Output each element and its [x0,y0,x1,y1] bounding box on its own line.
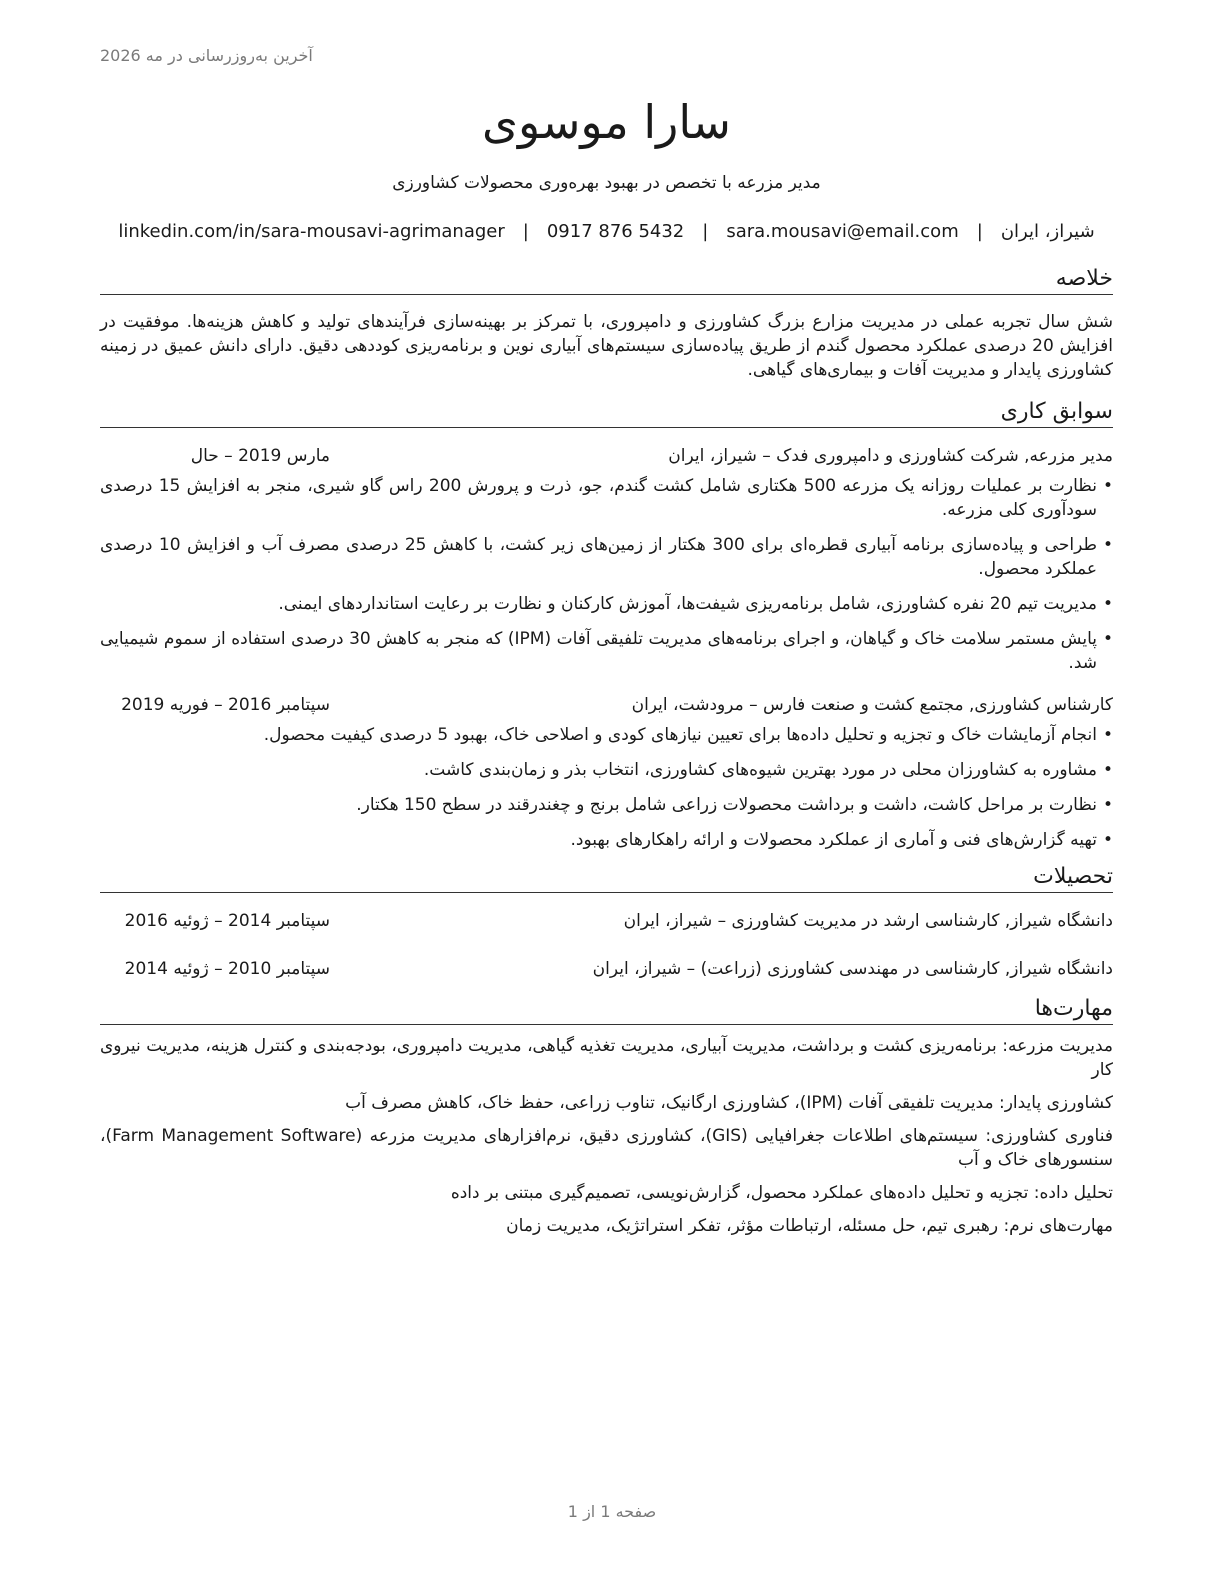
job-bullets [100,723,1113,852]
job-entry [100,693,1113,852]
last-updated-note: آخرین به‌روزرسانی در مه 2026 [100,46,313,65]
job-heading: کارشناس کشاورزی, مجتمع کشت و صنعت فارس – مرودشت، ایران [631,695,1113,715]
education-dates: سپتامبر 2014 – ژوئیه 2016 [124,911,330,931]
education-entry [100,909,1113,933]
job-dates: مارس 2019 – حال [190,446,330,466]
contact-separator: | [702,221,709,242]
job-bullet: • مشاوره به کشاورزان محلی در مورد بهترین شیوه‌های کشاورزی، انتخاب بذر و زمان‌بندی کاشت. [100,758,1113,782]
contact-line [100,219,1113,245]
education-entry [100,957,1113,981]
education-heading: دانشگاه شیراز, کارشناسی در مهندسی کشاورزی (زراعت) – شیراز، ایران [592,959,1113,979]
summary-section-title: خلاصه [100,265,1113,295]
job-bullet: • مدیریت تیم 20 نفره کشاورزی، شامل برنامه‌ریزی شیفت‌ها، آموزش کارکنان و نظارت بر رعایت استانداردهای ایمنی. [100,592,1113,616]
skill-line: کشاورزی پایدار: مدیریت تلفیقی آفات (IPM)، کشاورزی ارگانیک، تناوب زراعی، حفظ خاک، کاهش مصرف آب [345,1093,1113,1113]
skill-line: تحلیل داده: تجزیه و تحلیل داده‌های عملکرد محصول، گزارش‌نویسی، تصمیم‌گیری مبتنی بر داده [450,1183,1113,1203]
skill-line: مدیریت مزرعه: برنامه‌ریزی کشت و برداشت، مدیریت آبیاری، مدیریت تغذیه گیاهی، مدیریت دامپروری، بودجه‌بندی و کنترل هزینه، مدیریت نیروی کار [100,1036,1113,1080]
candidate-name: سارا موسوی [482,95,731,149]
skills-section-title: مهارت‌ها [100,995,1113,1025]
job-bullet: • نظارت بر مراحل کاشت، داشت و برداشت محصولات زراعی شامل برنج و چغندرقند در سطح 150 هکتار. [100,793,1113,817]
experience-section-title: سوابق کاری [100,398,1113,428]
page-number-footer: صفحه 1 از 1 [567,1502,657,1521]
job-bullet: • انجام آزمایشات خاک و تجزیه و تحلیل داده‌ها برای تعیین نیازهای کودی و اصلاحی خاک، بهبود 5 درصدی کیفیت محصول. [100,723,1113,747]
job-dates: سپتامبر 2016 – فوریه 2019 [121,695,330,715]
job-header [100,444,1113,468]
contact-separator: | [522,221,529,242]
skill-line: مهارت‌های نرم: رهبری تیم، حل مسئله، ارتباطات مؤثر، تفکر استراتژیک، مدیریت زمان [506,1216,1113,1236]
job-bullet: • نظارت بر عملیات روزانه یک مزرعه 500 هکتاری شامل کشت گندم، جو، ذرت و پرورش 200 راس گاو شیری، منجر به افزایش 15 درصدی سودآوری کلی مزرعه. [100,474,1113,522]
job-bullet: • تهیه گزارش‌های فنی و آماری از عملکرد محصولات و ارائه راهکارهای بهبود. [100,828,1113,852]
job-bullet: • طراحی و پیاده‌سازی برنامه آبیاری قطره‌ای برای 300 هکتار از زمین‌های زیر کشت، با کاهش 25 درصدی مصرف آب و افزایش 10 درصدی عملکرد محصول. [100,533,1113,581]
job-bullet: • پایش مستمر سلامت خاک و گیاهان، و اجرای برنامه‌های مدیریت تلفیقی آفات (IPM) که منجر به کاهش 30 درصدی استفاده از سموم شیمیایی شد. [100,627,1113,675]
job-header [100,693,1113,717]
job-heading: مدیر مزرعه, شرکت کشاورزی و دامپروری فدک – شیراز، ایران [668,446,1113,466]
contact-separator: | [976,221,983,242]
skill-line: فناوری کشاورزی: سیستم‌های اطلاعات جغرافیایی (GIS)، کشاورزی دقیق، نرم‌افزارهای مدیریت مزرعه (Farm Management Software)، سنسورهای خاک و آب [100,1126,1113,1170]
job-entry [100,444,1113,675]
job-bullets [100,474,1113,675]
education-heading: دانشگاه شیراز, کارشناسی ارشد در مدیریت کشاورزی – شیراز، ایران [623,911,1113,931]
contact-linkedin[interactable]: linkedin.com/in/sara-mousavi-agrimanager [118,221,505,242]
resume-page [100,92,1113,1238]
contact-email[interactable]: sara.mousavi@email.com [726,221,959,242]
contact-phone[interactable]: 0917 876 5432 [546,221,685,242]
education-section-title: تحصیلات [100,863,1113,893]
education-dates: سپتامبر 2010 – ژوئیه 2014 [124,959,330,979]
summary-text: شش سال تجربه عملی در مدیریت مزارع بزرگ کشاورزی و دامپروری، با تمرکز بر بهینه‌سازی فرآیندهای تولید و کاهش هزینه‌ها. موفقیت در افزایش 20 درصدی عملکرد محصول گندم از طریق پیاده‌سازی سیستم‌های آبیاری نوین و برنامه‌ریزی کوددهی دقیق. دارای دانش عمیق در زمینه کشاورزی پایدار و مدیریت آفات و بیماری‌های گیاهی. [100,312,1113,380]
contact-location: شیراز، ایران [1000,221,1095,242]
candidate-tagline: مدیر مزرعه با تخصص در بهبود بهره‌وری محصولات کشاورزی [392,173,821,193]
